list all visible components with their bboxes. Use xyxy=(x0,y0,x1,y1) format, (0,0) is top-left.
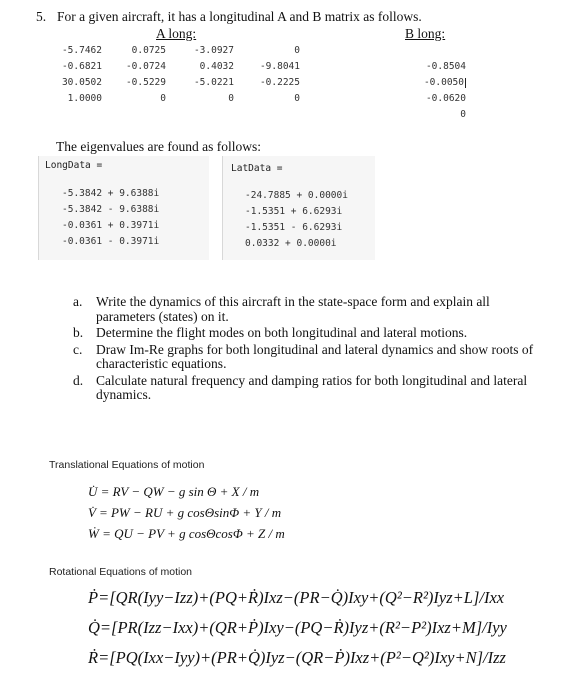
task-item xyxy=(73,374,543,403)
eigenvalue: -24.7885 + 0.0000i xyxy=(245,190,348,201)
matrix-row xyxy=(52,43,300,59)
task-text: Determine the flight modes on both longitudinal and lateral motions. xyxy=(96,325,468,340)
long-data-title: LongData = xyxy=(45,160,103,171)
eigenvalue: -0.0361 + 0.3971i xyxy=(62,220,160,231)
eigenvalue: -5.3842 - 9.6388i xyxy=(62,204,160,215)
matrix-cell: -9.8041 xyxy=(259,61,300,72)
matrix-cell: 30.0502 xyxy=(61,77,102,88)
task-text: Write the dynamics of this aircraft in the state-space form and explain all parameters (states) on it. xyxy=(96,294,490,324)
matrix-row xyxy=(52,91,300,107)
matrix-cell: -0.0620 xyxy=(425,93,466,104)
matrix-cell: -0.8504 xyxy=(425,61,466,72)
eigenvalue: 0.0332 + 0.0000i xyxy=(245,238,337,249)
matrix-cell: -5.0221 xyxy=(193,77,234,88)
matrix-cell: 0 xyxy=(228,93,234,104)
matrix-cell: 0 xyxy=(160,93,166,104)
matrix-cell: 0.0725 xyxy=(131,45,166,56)
task-marker: a. xyxy=(73,294,83,309)
eigenvalue: -1.5351 + 6.6293i xyxy=(245,206,343,217)
question-number: 5. xyxy=(36,9,47,24)
task-list xyxy=(73,295,543,405)
matrix-cell: -0.0724 xyxy=(125,61,166,72)
matrix-cell: 0.4032 xyxy=(199,61,234,72)
task-item xyxy=(73,295,543,324)
task-text: Draw Im-Re graphs for both longitudinal and lateral dynamics and show roots of characteristic equations. xyxy=(96,341,534,371)
eigenvalue: -5.3842 + 9.6388i xyxy=(62,188,160,199)
text-cursor xyxy=(465,78,466,88)
matrix-cell-value: -0.0050 xyxy=(423,77,464,88)
matrix-cell: -5.7462 xyxy=(61,45,102,56)
matrix-row xyxy=(52,75,300,91)
task-marker: c. xyxy=(73,341,83,357)
lat-eigenvalues xyxy=(245,188,348,252)
translational-heading: Translational Equations of motion xyxy=(49,459,205,471)
question-text: For a given aircraft, it has a longitudinal A and B matrix as follows. xyxy=(57,9,422,24)
a-matrix-label: A long: xyxy=(156,26,197,41)
matrix-cell: -0.5229 xyxy=(125,77,166,88)
a-matrix xyxy=(52,43,300,107)
task-text: Calculate natural frequency and damping ratios for both longitudinal and lateral dynamics. xyxy=(96,372,528,402)
matrix-cell: -0.2225 xyxy=(259,77,300,88)
translational-equation-u: U̇ = RV − QW − g sin Θ + X / m xyxy=(88,484,260,499)
matrix-row xyxy=(420,75,466,91)
matrix-row xyxy=(420,59,466,75)
matrix-cell: -0.6821 xyxy=(61,61,102,72)
eigenvalue: -0.0361 - 0.3971i xyxy=(62,236,160,247)
task-item xyxy=(73,326,543,341)
rotational-equation-q: Q̇=[PR(Izz−Ixx)+(QR+Ṗ)Ixy−(PQ−Ṙ)Iyz+(R²−P²)Ixz+M]/Iyy xyxy=(88,618,507,637)
rotational-equation-p: Ṗ=[QR(Iyy−Izz)+(PQ+Ṙ)Ixz−(PR−Q̇)Ixy+(Q²−R²)Iyz+L]/Ixx xyxy=(88,588,505,607)
translational-equation-v: V̇ = PW − RU + g cosΘsinΦ + Y / m xyxy=(88,505,282,520)
long-eigenvalues xyxy=(62,186,159,250)
matrix-row xyxy=(420,91,466,107)
rotational-heading: Rotational Equations of motion xyxy=(49,566,193,578)
matrix-row xyxy=(52,59,300,75)
matrix-cell: 0 xyxy=(294,93,300,104)
matrix-cell: 1.0000 xyxy=(67,93,102,104)
lat-data-title: LatData = xyxy=(231,163,283,174)
eigenvalues-intro: The eigenvalues are found as follows: xyxy=(56,139,262,154)
b-matrix xyxy=(420,59,466,123)
task-marker: d. xyxy=(73,372,84,388)
matrix-cell: 0 xyxy=(460,109,466,120)
translational-equation-w: Ẇ = QU − PV + g cosΘcosΦ + Z / m xyxy=(88,526,285,541)
matrix-cell: -3.0927 xyxy=(193,45,234,56)
task-marker: b. xyxy=(73,325,84,340)
matrix-cell: 0 xyxy=(294,45,300,56)
rotational-equation-r: Ṙ=[PQ(Ixx−Iyy)+(PR+Q̇)Iyz−(QR−Ṗ)Ixz+(P²−Q²)Ixy+N]/Izz xyxy=(88,648,506,667)
eigenvalue: -1.5351 - 6.6293i xyxy=(245,222,343,233)
matrix-row xyxy=(420,107,466,123)
b-matrix-label: B long: xyxy=(405,26,446,41)
matrix-cell xyxy=(420,75,466,91)
task-item xyxy=(73,343,543,372)
